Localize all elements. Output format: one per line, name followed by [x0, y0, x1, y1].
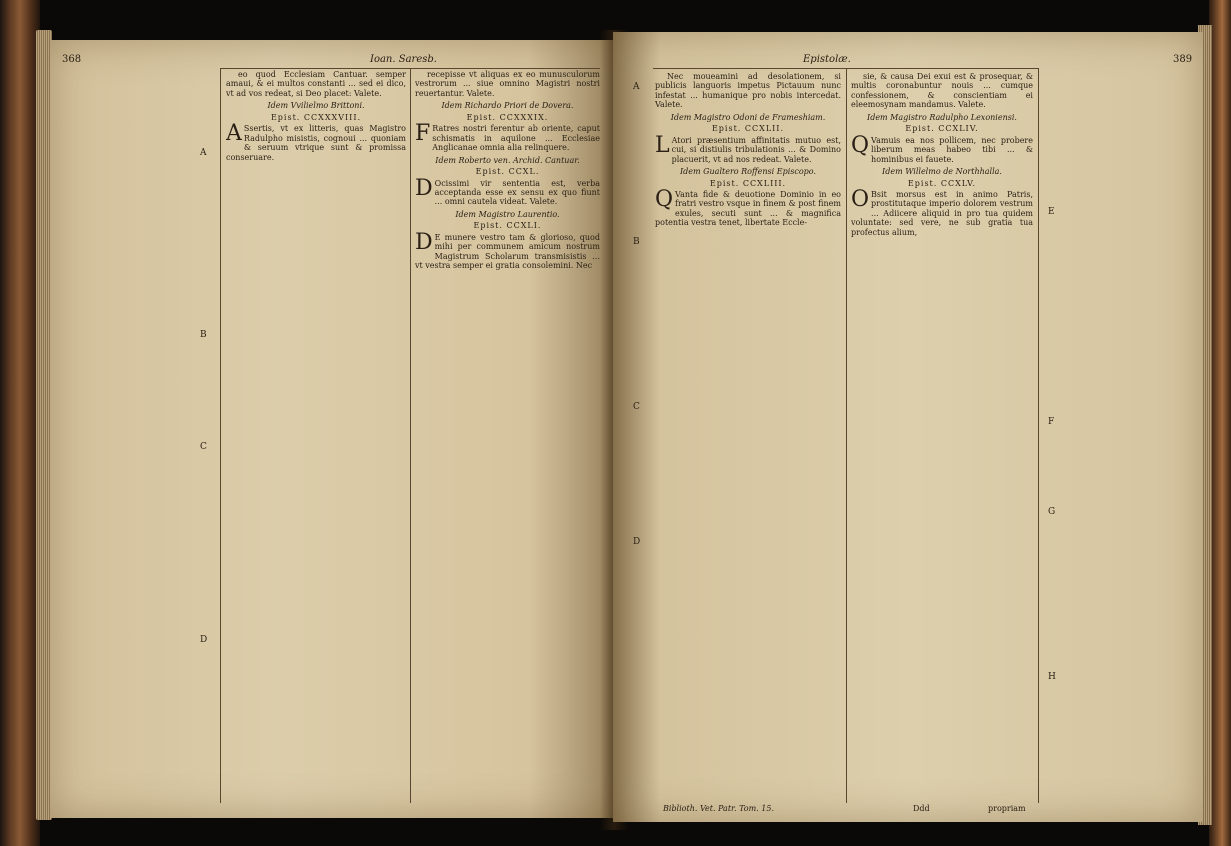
epistle-number: Epist. CCXLIII. — [709, 178, 787, 188]
epistle-number: Epist. CCXL. — [475, 167, 540, 177]
letter-body: Atori præsentium affinitatis mutuo est, cui, si distiulis tribulationis ... & Domino placuerit, vt ad nos redeat. Valete. — [671, 135, 841, 164]
catchword: propriam — [988, 804, 1026, 813]
letter-heading: Idem Magistro Radulpho Lexoniensi. — [867, 112, 1017, 122]
letter-body: Vamuis ea nos pollicem, nec probere liberum meas habeo tibi ... & hominibus ei fauete. — [871, 135, 1033, 164]
margin-letter-f: F — [1048, 417, 1055, 427]
drop-cap: D — [415, 175, 433, 201]
epistle-number: Epist. CCXLI. — [473, 221, 542, 231]
letter-body: Ratres nostri ferentur ab oriente, caput schismatis in aquilone ... Ecclesiae Anglicanae omnia alia relinquere. — [432, 124, 600, 153]
left-cover — [0, 0, 40, 846]
margin-letter-e: E — [1048, 207, 1055, 217]
epistle-number: Epist. CCXLIV. — [905, 124, 979, 134]
margin-letter-c: C — [633, 402, 640, 412]
margin-letter-a: A — [633, 82, 640, 92]
left-column-1 — [226, 70, 406, 805]
right-folio: 389 — [1173, 54, 1193, 65]
drop-cap: L — [655, 132, 670, 158]
letter-heading: Idem Vvilielmo Brittoni. — [267, 101, 365, 111]
right-page — [613, 32, 1203, 822]
drop-cap: Q — [655, 186, 674, 212]
drop-cap: O — [851, 186, 870, 212]
right-col2-top-text: sie, & causa Dei exui est & prosequar, & multis coronabuntur nouis ... cumque confessionem, & conscientiam ei eleemosynam mandamus. Valete. — [851, 72, 1033, 110]
left-col1-top-text: eo quod Ecclesiam Cantuar. semper amaui, & ei multos constanti ... sed ei dico, vt ad vos redeat, si Deo placet: Valete. — [226, 70, 406, 98]
letter-heading: Idem Magistro Laurentio. — [455, 209, 560, 219]
epistle-number: Epist. CCXLV. — [907, 178, 977, 188]
right-column-1 — [655, 72, 841, 802]
right-cover — [1209, 0, 1231, 846]
letter-body: Vanta fide & deuotione Dominio in eo fratri vestro vsque in finem & post finem exules, secuti sunt ... & magnifica potentia vestra tenet, libertate Eccle- — [655, 189, 841, 228]
letter-body: Ocissimi vir sententia est, verba acceptanda esse ex sensu ex quo fiunt ... omni cautela videat. Valete. — [434, 178, 600, 207]
left-outer-rule — [220, 68, 221, 803]
left-folio: 368 — [62, 54, 82, 65]
epistle-number: Epist. CCXXXIX. — [466, 112, 549, 122]
letter-body: Bsit morsus est in animo Patris, prostitutaque imperio dolorem vestrum ... Adiicere aliquid in pro tua quidem voluntate: sed vere, ne sub gratia tua profectus alium, — [851, 189, 1033, 237]
right-running-head: Epistolæ. — [803, 54, 851, 65]
margin-letter-d: D — [633, 537, 641, 547]
letter-heading: Idem Magistro Odoni de Frameshiam. — [670, 112, 826, 122]
right-col1-top-text: Nec moueamini ad desolationem, si publicis languoris impetus Pictauum nunc infestat ... humanique pro nobis intercedat. Valete. — [655, 72, 841, 110]
left-col2-top-text: recepisse vt aliquas ex eo munusculorum vestrorum ... siue omnino Magistri nostri reuertantur. Valete. — [415, 70, 600, 98]
margin-letter-b: B — [633, 237, 640, 247]
margin-letter-g: G — [1048, 507, 1056, 517]
epistle-number: Epist. CCXXXVIII. — [270, 112, 362, 122]
margin-letter-c: C — [200, 442, 207, 452]
signature-mark: Ddd — [913, 804, 930, 813]
right-column-2 — [851, 72, 1033, 802]
drop-cap: A — [226, 121, 242, 147]
left-running-head: Ioan. Saresb. — [370, 54, 437, 65]
letter-heading: Idem Richardo Priori de Dovera. — [441, 101, 574, 111]
footer-left: Biblioth. Vet. Patr. Tom. 15. — [663, 804, 774, 813]
letter-heading: Idem Gualtero Roffensi Episcopo. — [679, 167, 816, 177]
epistle-number: Epist. CCXLII. — [711, 124, 785, 134]
letter-body: Ssertis, vt ex litteris, quas Magistro Radulpho misistis, cognoui ... quoniam & seruum vtrique sunt & promissa conseruare. — [226, 124, 406, 162]
right-outer-rule — [1038, 68, 1039, 803]
letter-body: E munere vestro tam & glorioso, quod mihi per communem amicum nostrum Magistrum Scholarum transmisistis ... vt vestra semper ei gratia consolemini. Nec — [415, 232, 600, 271]
margin-letter-b: B — [200, 330, 207, 340]
drop-cap: F — [415, 121, 431, 147]
letter-heading: Idem Willelmo de Northhalla. — [882, 167, 1002, 177]
letter-heading: Idem Roberto ven. Archid. Cantuar. — [435, 155, 580, 165]
margin-letter-d: D — [200, 635, 208, 645]
right-column-rule — [846, 68, 847, 803]
drop-cap: D — [415, 229, 433, 255]
margin-letter-a: A — [200, 148, 207, 158]
drop-cap: Q — [851, 132, 870, 158]
margin-letter-h: H — [1048, 672, 1056, 682]
left-page — [50, 40, 613, 818]
left-column-2 — [415, 70, 600, 805]
left-column-rule — [410, 68, 411, 803]
